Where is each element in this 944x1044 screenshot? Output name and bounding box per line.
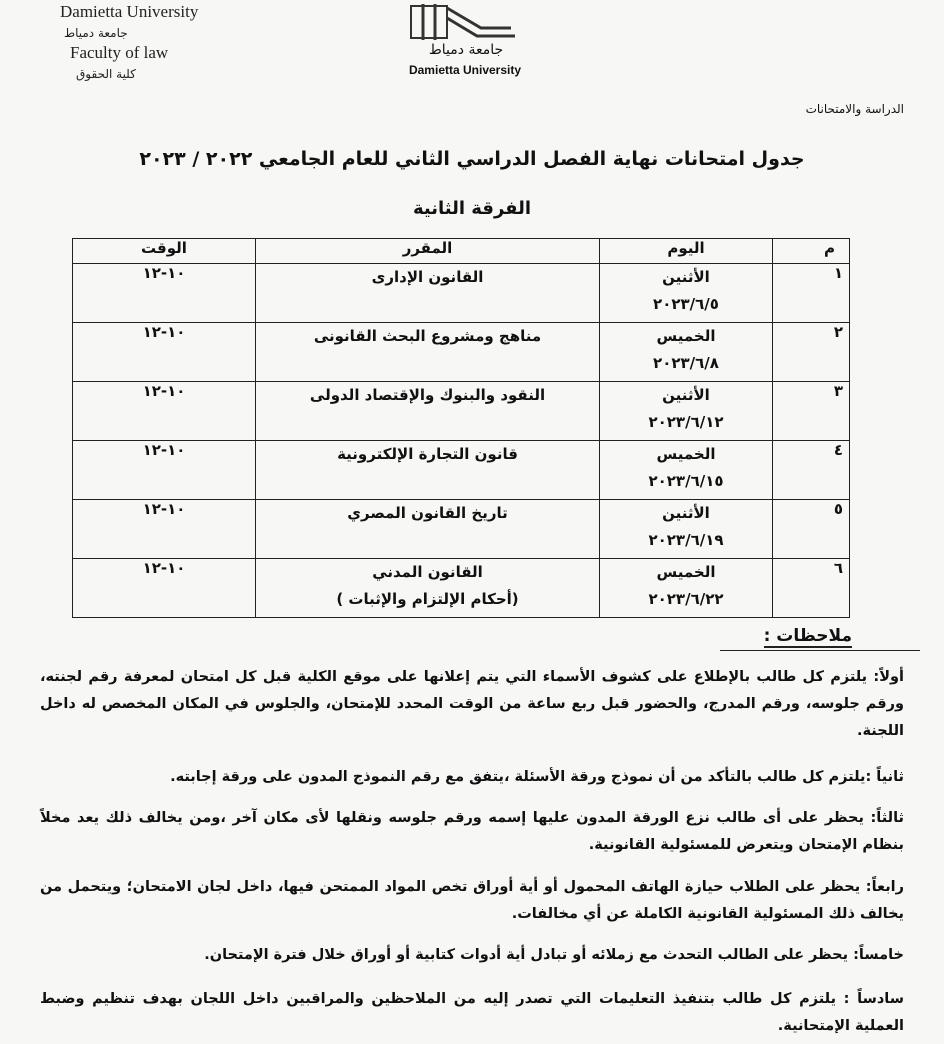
university-logo xyxy=(385,0,545,82)
header-course: المقرر xyxy=(256,239,600,264)
faculty-name-en: Faculty of law xyxy=(70,43,169,62)
row-time: ١٠-١٢ xyxy=(73,500,256,559)
row-day: الأثنين xyxy=(662,504,710,522)
row-day: الأثنين xyxy=(662,386,710,404)
row-course: النقود والبنوك والإقتصاد الدولى xyxy=(309,386,546,404)
university-name-en: Damietta University xyxy=(60,2,199,21)
row-course: قانون التجارة الإلكترونية xyxy=(337,445,518,463)
row-date: ٢٠٢٣/٦/٢٢ xyxy=(648,590,724,608)
row-time: ١٠-١٢ xyxy=(73,559,256,618)
table-row xyxy=(73,559,850,618)
table-header-row xyxy=(73,239,850,264)
logo-text-ar: جامعة دمياط xyxy=(428,42,504,58)
header-num: م xyxy=(773,239,850,264)
table-row xyxy=(73,441,850,500)
row-course: القانون الإدارى xyxy=(371,268,484,286)
row-day-cell xyxy=(600,441,773,500)
row-course: مناهج ومشروع البحث القانونى xyxy=(313,327,542,345)
row-num: ١ xyxy=(773,264,850,323)
row-time: ١٠-١٢ xyxy=(73,323,256,382)
row-day-cell xyxy=(600,500,773,559)
row-time: ١٠-١٢ xyxy=(73,382,256,441)
university-name-ar: جامعة دمياط xyxy=(64,26,128,40)
page-title: جدول امتحانات نهاية الفصل الدراسي الثاني للعام الجامعي ٢٠٢٢ / ٢٠٢٣ xyxy=(139,148,805,170)
logo-text-en: Damietta University xyxy=(408,63,522,77)
row-day-cell xyxy=(600,382,773,441)
row-num: ٦ xyxy=(773,559,850,618)
row-day-cell xyxy=(600,323,773,382)
row-day-cell xyxy=(600,559,773,618)
row-course-cell xyxy=(256,382,600,441)
row-day: الأثنين xyxy=(662,268,710,286)
row-course-cell xyxy=(256,441,600,500)
row-course: تاريخ القانون المصري xyxy=(347,504,508,522)
row-date: ٢٠٢٣/٦/١٥ xyxy=(648,472,724,490)
header-day: اليوم xyxy=(600,239,773,264)
row-num: ٣ xyxy=(773,382,850,441)
page-subtitle: الفرقة الثانية xyxy=(412,198,532,219)
table-row xyxy=(73,500,850,559)
note-item: خامساً: يحظر على الطالب التحدث مع زملائه أو تبادل أية أدوات كتابية أو أوراق خلال فترة الإمتحان. xyxy=(204,947,904,963)
row-num: ٥ xyxy=(773,500,850,559)
row-course-cell xyxy=(256,323,600,382)
row-course-cell xyxy=(256,500,600,559)
row-time: ١٠-١٢ xyxy=(73,441,256,500)
notes-heading: ملاحظات : xyxy=(763,626,852,646)
row-num: ٢ xyxy=(773,323,850,382)
department-name: الدراسة والامتحانات xyxy=(805,102,904,116)
note-item: ثالثاً: يحظر على أى طالب نزع الورقة المدون عليها إسمه ورقم جلوسه ونقلها لأى مكان آخر ،ومن يخالف ذلك يعد مخلاً بنظام الإمتحان ويتعرض للمسئولية القانونية. xyxy=(40,810,904,853)
row-day-cell xyxy=(600,264,773,323)
row-day: الخميس xyxy=(656,563,716,581)
row-time: ١٠-١٢ xyxy=(73,264,256,323)
row-num: ٤ xyxy=(773,441,850,500)
row-course-cell xyxy=(256,559,600,618)
row-course: القانون المدني xyxy=(372,563,483,581)
row-date: ٢٠٢٣/٦/١٩ xyxy=(648,531,724,549)
row-date: ٢٠٢٣/٦/٥ xyxy=(653,295,719,313)
header-time: الوقت xyxy=(73,239,256,264)
row-course-detail: (أحكام الإلتزام والإثبات ) xyxy=(336,590,519,608)
note-item: ثانياً :يلتزم كل طالب بالتأكد من أن نموذج ورقة الأسئلة ،يتفق مع رقم النموذج المدون على ورقة إجابته. xyxy=(170,769,904,785)
note-item: سادساً : يلتزم كل طالب بتنفيذ التعليمات التي تصدر إليه من الملاحظين والمراقبين داخل اللجان بهدف تنظيم وضبط العملية الإمتحانية. xyxy=(40,991,904,1034)
note-item: رابعاً: يحظر على الطلاب حيازة الهاتف المحمول أو أية أوراق تخص المواد الممتحن فيها، داخل لجان الامتحان؛ ويتحمل من يخالف ذلك المسئولية القانونية الكاملة عن أي مخالفات. xyxy=(40,879,904,922)
row-date: ٢٠٢٣/٦/١٢ xyxy=(648,413,724,431)
row-date: ٢٠٢٣/٦/٨ xyxy=(653,354,719,372)
exam-schedule-table xyxy=(72,238,850,618)
note-item: أولاً: يلتزم كل طالب بالإطلاع على كشوف الأسماء التي يتم إعلانها على موقع الكلية قبل كل امتحان لمعرفة رقم لجنته، ورقم جلوسه، ورقم المدرج، والحضور قبل ربع ساعة من الوقت المحدد للإمتحان، والجلوس في المكان المخصص له داخل اللجنة. xyxy=(40,669,904,739)
table-row xyxy=(73,264,850,323)
row-day: الخميس xyxy=(656,445,716,463)
row-course-cell xyxy=(256,264,600,323)
row-day: الخميس xyxy=(656,327,716,345)
table-row xyxy=(73,382,850,441)
notes-divider xyxy=(720,650,920,651)
faculty-name-ar: كلية الحقوق xyxy=(76,67,136,81)
table-row xyxy=(73,323,850,382)
